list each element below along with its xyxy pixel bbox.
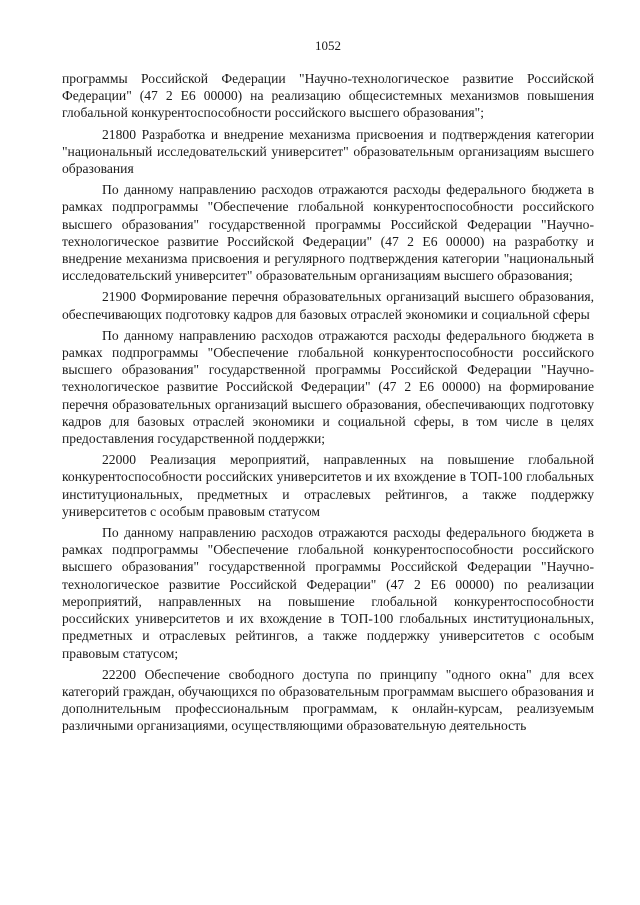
paragraph-description-21800: По данному направлению расходов отражаются расходы федерального бюджета в рамках подпрограммы "Обеспечение глобальной конкурентоспособности российского высшего образования" государственной программы Российской Федерации "Научно-технологическое развитие Российской Федерации" (47 2 Е6 00000) на разработку и внедрение механизма присвоения и регулярного подтверждения категории "национальный исследовательский университет" образовательным организациям высшего образования; [62,182,594,284]
paragraph-description-22000: По данному направлению расходов отражаются расходы федерального бюджета в рамках подпрограммы "Обеспечение глобальной конкурентоспособности российского высшего образования" государственной программы Российской Федерации "Научно-технологическое развитие Российской Федерации" (47 2 Е6 00000) по реализации мероприятий, направленных на повышение глобальной конкурентоспособности российских университетов и их вхождение в ТОП-100 глобальных институциональных, предметных и отраслевых рейтингов, а также поддержку университетов с особым правовым статусом; [62,525,594,661]
paragraph-code-22000: 22000 Реализация мероприятий, направленных на повышение глобальной конкурентоспособности российских университетов и их вхождение в ТОП-100 глобальных институциональных, предметных и отраслевых рейтингов, а также поддержку университетов с особым правовым статусом [62,452,594,519]
paragraph-description-21900: По данному направлению расходов отражаются расходы федерального бюджета в рамках подпрограммы "Обеспечение глобальной конкурентоспособности российского высшего образования" государственной программы Российской Федерации "Научно-технологическое развитие Российской Федерации" (47 2 Е6 00000) на формирование перечня образовательных организаций высшего образования, обеспечивающих подготовку кадров для базовых отраслей экономики и социальной сферы, в том числе в целях предоставления государственной поддержки; [62,327,594,447]
paragraph-continuation: программы Российской Федерации "Научно-технологическое развитие Российской Федерации" (47 2 Е6 00000) на реализацию общесистемных механизмов повышения глобальной конкурентоспособности российского высшего образования"; [62,71,594,121]
paragraph-code-22200: 22200 Обеспечение свободного доступа по принципу "одного окна" для всех категорий граждан, обучающихся по образовательным программам высшего образования и дополнительным профессиональным программам, к онлайн-курсам, реализуемым различными организациями, осуществляющими образовательную деятельность [62,666,594,734]
page-number: 1052 [315,38,341,53]
paragraph-code-21900: 21900 Формирование перечня образовательных организаций высшего образования, обеспечивающих подготовку кадров для базовых отраслей экономики и социальной сферы [62,289,594,322]
paragraph-code-21800: 21800 Разработка и внедрение механизма присвоения и подтверждения категории "национальный исследовательский университет" образовательным организациям высшего образования [62,126,594,177]
